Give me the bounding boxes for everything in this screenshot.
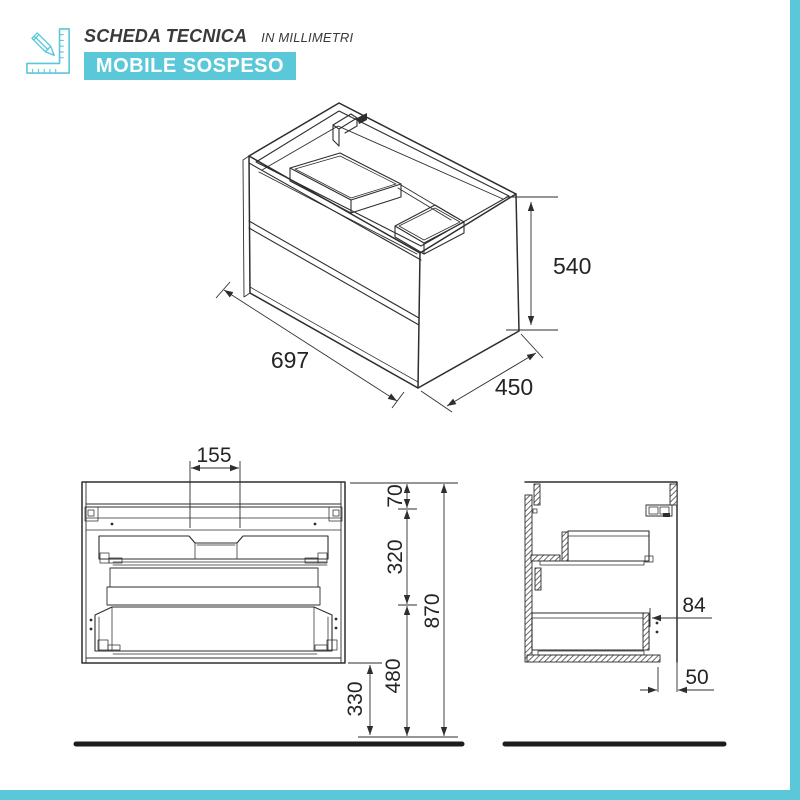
dim-height-label: 540: [553, 253, 592, 279]
dim-total-height-label: 870: [421, 593, 444, 629]
mount-brackets: [85, 507, 342, 650]
mid-band-upper: [110, 568, 318, 587]
dim-width-label: 697: [270, 347, 310, 373]
dim-gap-label: 155: [196, 444, 232, 467]
width-dim-line: [224, 290, 397, 401]
lower-drawer: [95, 607, 332, 651]
bottom-panel-section: [527, 655, 660, 662]
back-panel-section: [525, 495, 532, 662]
hanging-bracket: [646, 505, 672, 517]
large-basin-recess: [290, 153, 401, 213]
upper-drawer-section: [531, 531, 653, 565]
dim-inset-label: 84: [682, 594, 706, 617]
dim-depth-label: 450: [494, 374, 534, 400]
dim-top-panel-label: 70: [384, 484, 407, 508]
drawer-gap-lines: [249, 221, 419, 325]
unit-note: IN MILLIMETRI: [261, 30, 354, 45]
front-elevation-view: [76, 444, 462, 744]
badge-label: MOBILE SOSPESO: [95, 54, 285, 77]
dim-lower-section-label: 480: [382, 658, 405, 694]
wall-bracket: [333, 113, 367, 146]
dim-offset-label: 50: [685, 666, 709, 689]
screw-dots-side: [656, 622, 659, 634]
dim-clearance-label: 330: [344, 681, 367, 717]
mid-band-lower: [107, 587, 320, 605]
sheet-title: SCHEDA TECNICA: [84, 26, 248, 46]
lower-drawer-section: [532, 613, 649, 655]
accent-edge-bottom: [0, 790, 800, 800]
side-section-view: [505, 482, 724, 744]
upper-drawer: [99, 536, 328, 559]
isometric-view: [216, 103, 591, 412]
dim-upper-section-label: 320: [384, 539, 407, 575]
screw-dots: [90, 523, 338, 631]
accent-edge-right: [790, 0, 800, 800]
